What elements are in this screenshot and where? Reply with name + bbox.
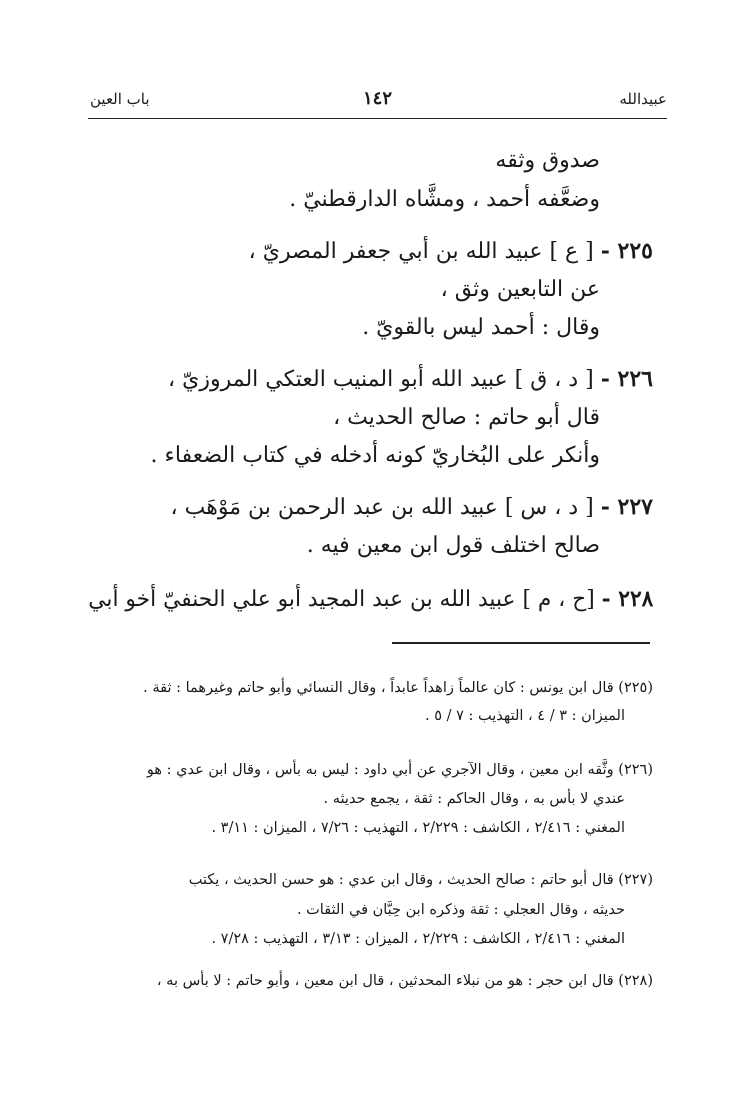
entry-number: ٢٢٨ - — [601, 586, 653, 612]
entry-title: [ د ، ق ] عبيد الله أبو المنيب العتكي المروزيّ ، — [168, 367, 594, 392]
footnote-225-line: الميزان : ٣ / ٤ ، التهذيب : ٧ / ٥ . — [424, 708, 625, 724]
entry-228-heading — [88, 584, 653, 615]
entry-225-line: عن التابعين وثق ، — [440, 277, 600, 302]
entry-226-line: قال أبو حاتم : صالح الحديث ، — [333, 405, 600, 430]
entry-number: ٢٢٥ - — [600, 238, 653, 264]
footnote-226-line: عندي لا بأس به ، وقال الحاكم : ثقة ، يجمع حديثه . — [323, 791, 625, 807]
entry-226-line: وأنكر على البُخاريّ كونه أدخله في كتاب الضعفاء . — [150, 443, 600, 468]
entry-225-heading — [249, 236, 653, 267]
continuation-line: وضعَّفه أحمد ، ومشَّاه الدارقطنيّ . — [289, 187, 600, 212]
entry-title: [ح ، م ] عبيد الله بن عبد المجيد أبو علي الحنفيّ أخو أبي — [87, 587, 595, 612]
header-rule — [88, 118, 667, 119]
continuation-line: صدوق وثقه — [495, 148, 600, 173]
footnote-227-line: (٢٢٧) قال أبو حاتم : صالح الحديث ، وقال ابن عدي : هو حسن الحديث ، يكتب — [188, 872, 653, 888]
footnote-separator — [392, 642, 650, 644]
entry-number: ٢٢٧ - — [600, 494, 653, 520]
running-header-left: باب العين — [90, 90, 150, 108]
footnote-227-line: حديثه ، وقال العجلي : ثقة وذكره ابن حِبَّان في الثقات . — [296, 902, 625, 918]
entry-number: ٢٢٦ - — [600, 366, 653, 392]
entry-title: [ د ، س ] عبيد الله بن عبد الرحمن بن مَوْهَب ، — [170, 495, 594, 520]
footnote-227-line: المغني : ٢/٤١٦ ، الكاشف : ٢/٢٢٩ ، الميزان : ٣/١٣ ، التهذيب : ٧/٢٨ . — [211, 931, 625, 947]
entry-227-heading — [171, 492, 653, 523]
running-header-right: عبيدالله — [619, 90, 667, 108]
entry-225-line: وقال : أحمد ليس بالقويّ . — [362, 315, 600, 340]
footnote-226-line: المغني : ٢/٤١٦ ، الكاشف : ٢/٢٢٩ ، التهذيب : ٧/٢٦ ، الميزان : ٣/١١ . — [211, 820, 625, 836]
entry-title: [ ع ] عبيد الله بن أبي جعفر المصريّ ، — [248, 239, 594, 264]
entry-227-line: صالح اختلف قول ابن معين فيه . — [306, 533, 600, 558]
footnote-228-line: (٢٢٨) قال ابن حجر : هو من نبلاء المحدثين ، قال ابن معين ، وأبو حاتم : لا بأس به ، — [156, 973, 653, 989]
footnote-225-line: (٢٢٥) قال ابن يونس : كان عالماً زاهداً عابداً ، وقال النسائي وأبو حاتم وغيرهما : ثقة . — [143, 680, 653, 696]
entry-226-heading — [168, 364, 653, 395]
page-number: ١٤٢ — [362, 88, 392, 109]
footnote-226-line: (٢٢٦) وثَّقه ابن معين ، وقال الآجري عن أبي داود : ليس به بأس ، وقال ابن عدي : هو — [146, 762, 653, 778]
